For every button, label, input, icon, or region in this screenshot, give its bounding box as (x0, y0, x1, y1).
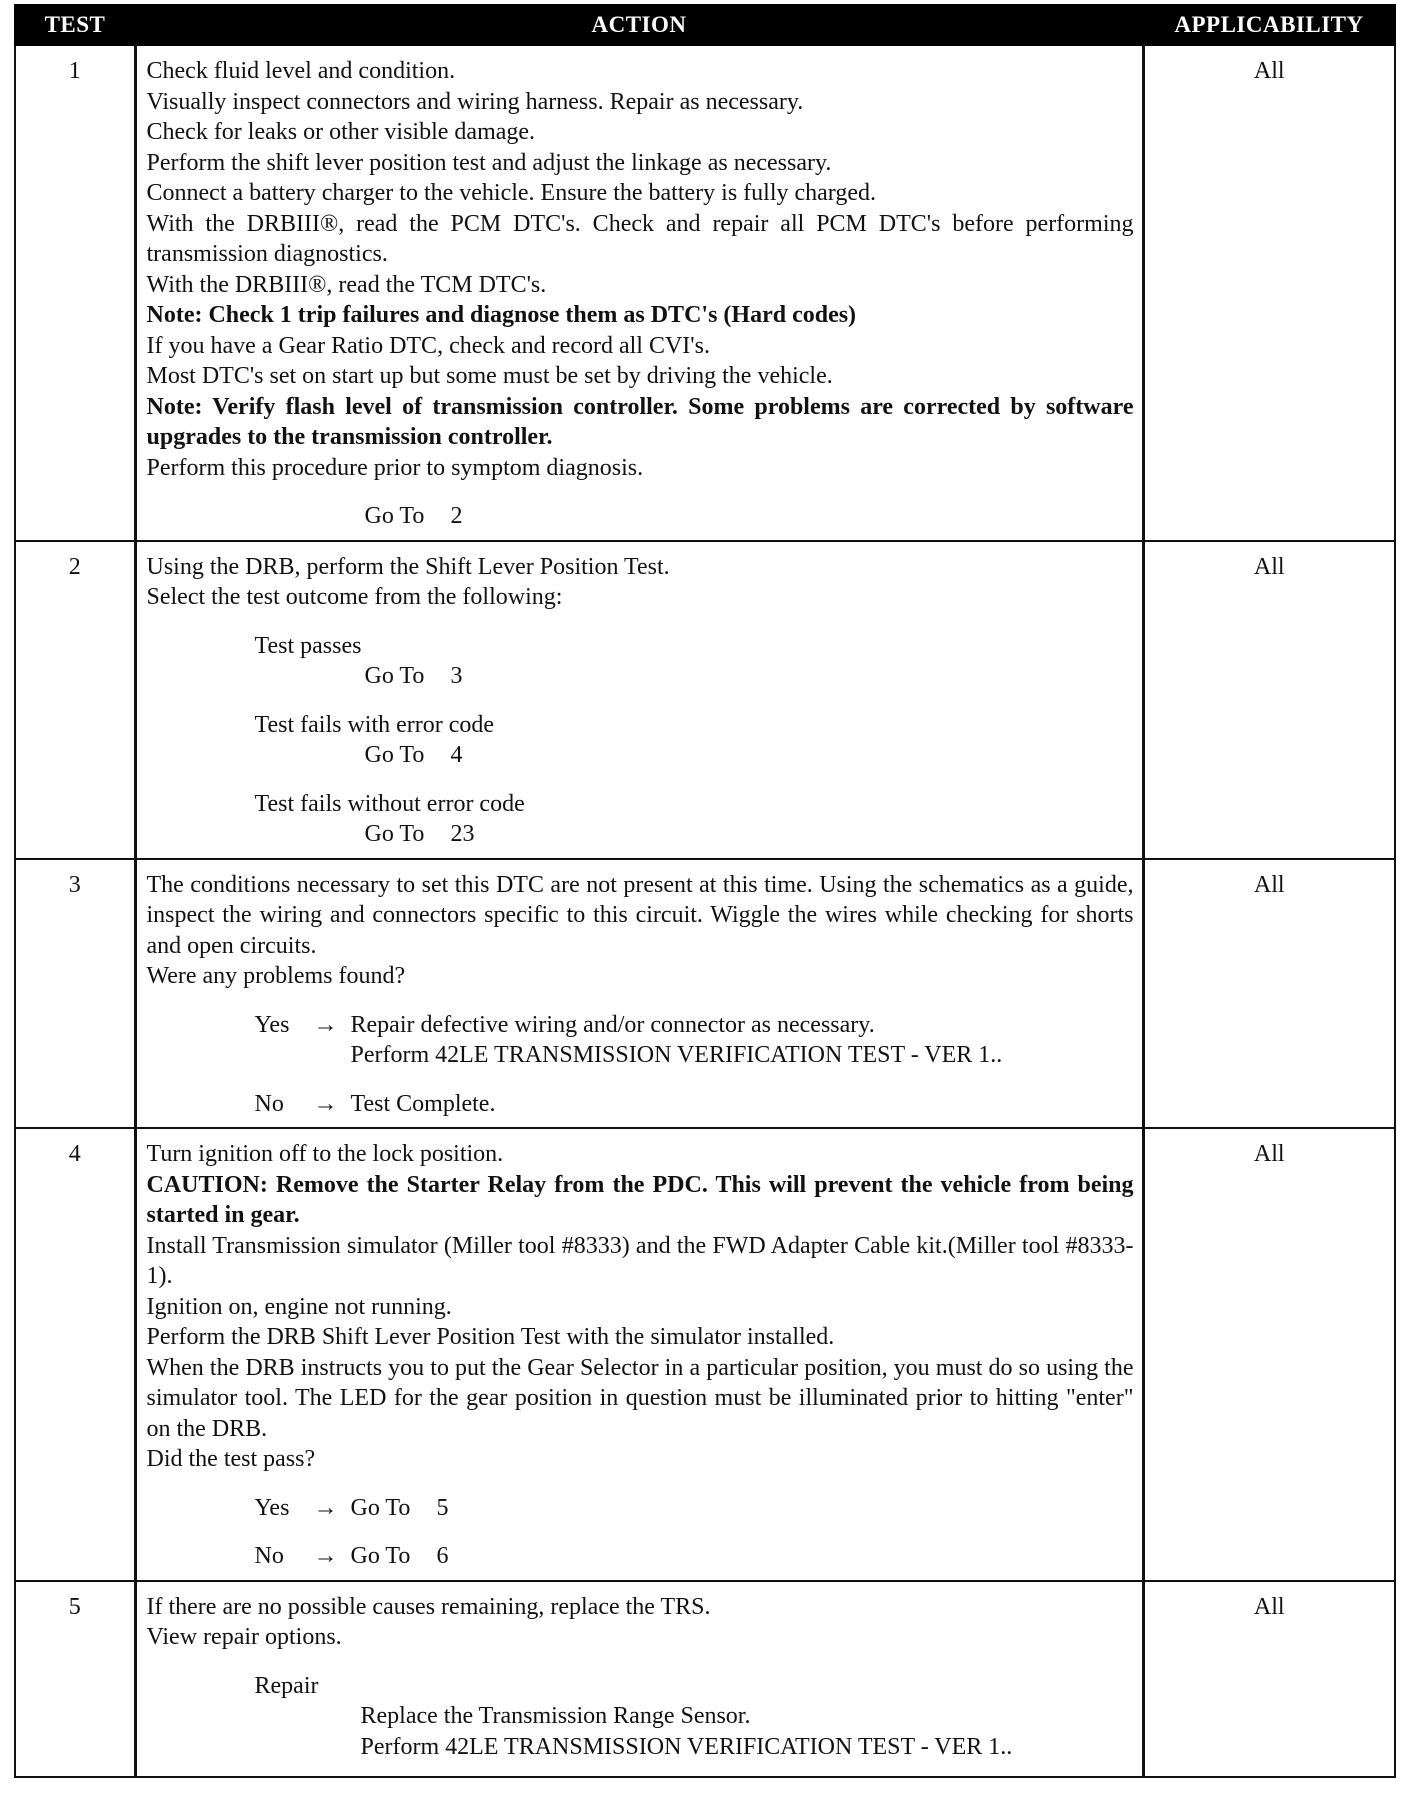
action-line: Perform the shift lever position test and adjust the linkage as necessary. (146, 149, 832, 176)
test-number: 4 (15, 1128, 135, 1581)
action-line: With the DRBIII®, read the PCM DTC's. Check and repair all PCM DTC's before performing transmission diagnostics. (146, 210, 1134, 267)
applicability-value: All (1143, 1581, 1395, 1778)
action-line: If you have a Gear Ratio DTC, check and record all CVI's. (146, 332, 710, 359)
outcome-option: Test passes (254, 632, 362, 659)
diagnostic-test-table (14, 4, 1396, 1778)
action-line: Connect a battery charger to the vehicle. Ensure the battery is fully charged. (146, 180, 877, 206)
applicability-value: All (1143, 45, 1395, 541)
applicability-value: All (1143, 859, 1395, 1129)
note-line: Note: Verify flash level of transmission controller. Some problems are corrected by software upgrades to the transmission controller. (146, 393, 1134, 450)
yes-branch: Yes → Repair defective wiring and/or connector as necessary. Perform 42LE TRANSMISSION VERIFICATION TEST - VER 1.. (147, 1010, 1134, 1071)
action-line: Using the DRB, perform the Shift Lever Position Test. (146, 553, 670, 580)
goto-link: Go To 3 (364, 663, 463, 689)
action-line: Were any problems found? (146, 963, 406, 989)
caution-line: CAUTION: Remove the Starter Relay from the PDC. This will prevent the vehicle from being started in gear. (146, 1171, 1134, 1228)
no-branch: No → Go To 6 (147, 1541, 1134, 1572)
action-line: View repair options. (146, 1624, 342, 1650)
action-line: Select the test outcome from the following: (146, 584, 563, 610)
action-line: The conditions necessary to set this DTC are not present at this time. Using the schematics as a guide, inspect the wiring and connectors specific to this circuit. Wiggle the wires while checking for shorts and open circuits. (146, 871, 1134, 959)
action-cell (135, 859, 1143, 1129)
table-row-test-2 (15, 541, 1395, 859)
arrow-icon: → (313, 1011, 338, 1038)
table-row-test-3 (15, 859, 1395, 1129)
test-number: 1 (15, 45, 135, 541)
header-action: ACTION (135, 5, 1143, 45)
action-line: When the DRB instructs you to put the Gear Selector in a particular position, you must do so using the simulator tool. The LED for the gear position in question must be illuminated prior to hitting "enter" on the DRB. (146, 1354, 1134, 1442)
goto-link: Go To 23 (364, 821, 475, 847)
action-line: Visually inspect connectors and wiring harness. Repair as necessary. (146, 88, 804, 115)
table-row-test-4 (15, 1128, 1395, 1581)
note-line: Note: Check 1 trip failures and diagnose them as DTC's (Hard codes) (146, 302, 857, 328)
arrow-icon: → (313, 1090, 338, 1117)
action-line: Ignition on, engine not running. (146, 1293, 452, 1320)
action-cell (135, 1581, 1143, 1778)
header-applicability: APPLICABILITY (1143, 5, 1395, 45)
no-branch: No → Test Complete. (147, 1089, 1134, 1120)
repair-line: Perform 42LE TRANSMISSION VERIFICATION TEST - VER 1.. (360, 1733, 1013, 1760)
action-line: Perform the DRB Shift Lever Position Test with the simulator installed. (146, 1324, 835, 1350)
action-cell (135, 541, 1143, 859)
goto-link: Go To 2 (364, 503, 463, 529)
outcome-option: Test fails without error code (254, 790, 525, 817)
outcome-option: Test fails with error code (254, 711, 495, 738)
goto-link: Go To 4 (364, 742, 463, 768)
test-number: 3 (15, 859, 135, 1129)
diagnostic-table-page (14, 4, 1396, 1778)
arrow-icon: → (313, 1494, 338, 1521)
action-line: Turn ignition off to the lock position. (146, 1141, 504, 1167)
repair-line: Replace the Transmission Range Sensor. (360, 1703, 751, 1729)
applicability-value: All (1143, 541, 1395, 859)
action-line: Did the test pass? (146, 1446, 316, 1472)
action-cell (135, 45, 1143, 541)
action-line: With the DRBIII®, read the TCM DTC's. (146, 271, 547, 298)
header-test: TEST (15, 5, 135, 45)
table-row-test-5 (15, 1581, 1395, 1778)
action-cell (135, 1128, 1143, 1581)
action-line: Most DTC's set on start up but some must be set by driving the vehicle. (146, 363, 833, 389)
applicability-value: All (1143, 1128, 1395, 1581)
action-line: Check for leaks or other visible damage. (146, 119, 536, 145)
yes-branch: Yes → Go To 5 (147, 1493, 1134, 1524)
test-number: 5 (15, 1581, 135, 1778)
action-line: If there are no possible causes remaining, replace the TRS. (146, 1593, 711, 1620)
action-line: Perform this procedure prior to symptom diagnosis. (146, 454, 644, 481)
action-line: Check fluid level and condition. (146, 58, 456, 84)
repair-label: Repair (254, 1672, 319, 1699)
table-header-row (15, 5, 1395, 45)
action-line: Install Transmission simulator (Miller tool #8333) and the FWD Adapter Cable kit.(Miller tool #8333-1). (146, 1232, 1134, 1289)
arrow-icon: → (313, 1543, 338, 1569)
table-row-test-1 (15, 45, 1395, 541)
test-number: 2 (15, 541, 135, 859)
